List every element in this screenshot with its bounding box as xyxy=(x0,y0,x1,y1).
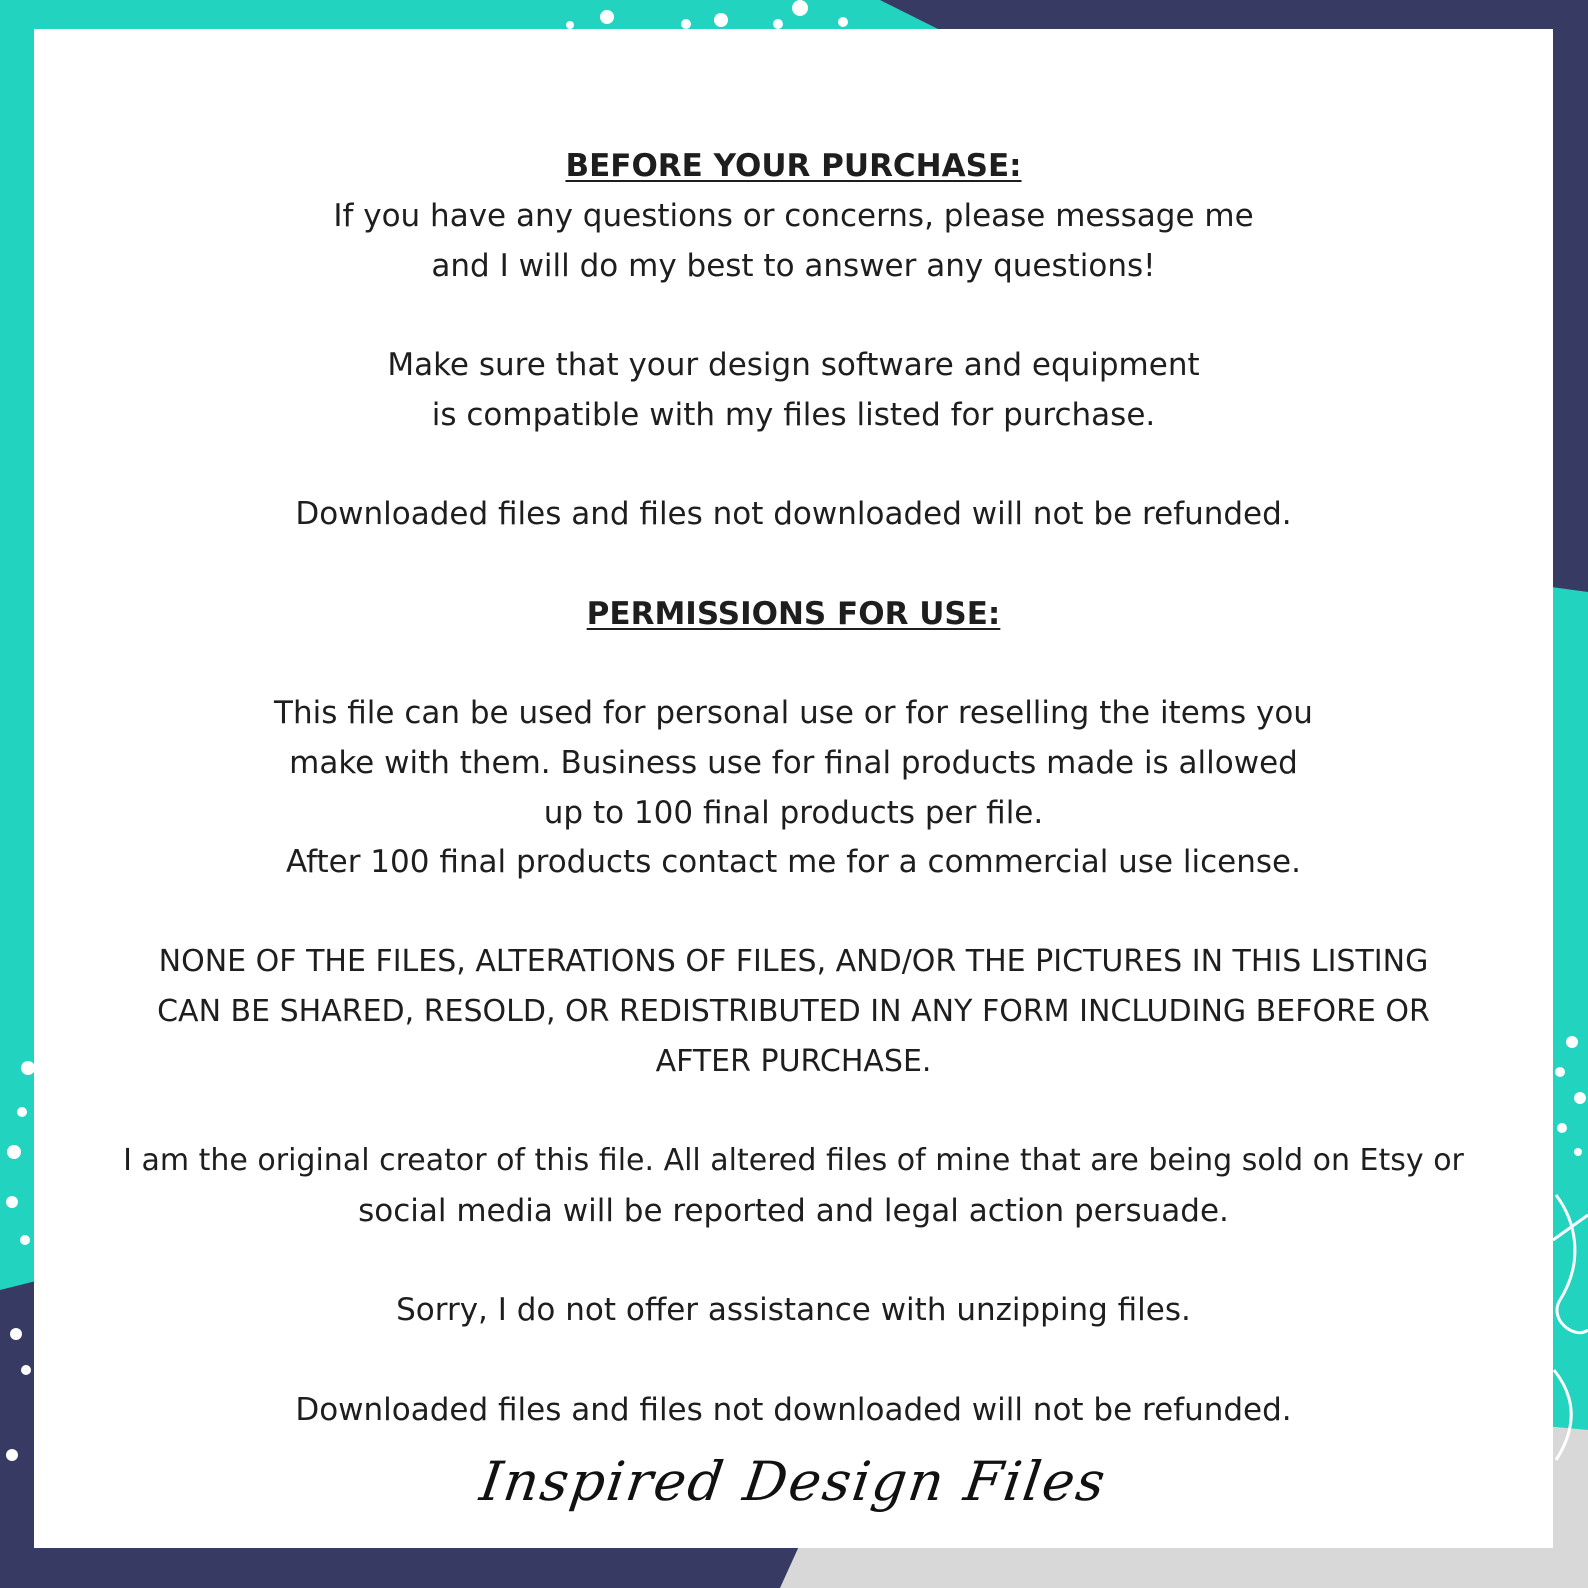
before-purchase-heading: BEFORE YOUR PURCHASE: xyxy=(565,148,1022,184)
permissions-line-9: social media will be reported and legal action persuade. xyxy=(358,1193,1229,1229)
before-line-4: is compatible with my files listed for purchase. xyxy=(431,397,1156,433)
info-card xyxy=(34,29,1553,1548)
permissions-line-8: I am the original creator of this file. All altered files of mine that are being sold on Etsy or xyxy=(123,1143,1464,1178)
permissions-line-1: This file can be used for personal use or for reselling the items you xyxy=(274,695,1313,731)
permissions-line-4: After 100 final products contact me for a commercial use license. xyxy=(286,844,1301,880)
permissions-heading: PERMISSIONS FOR USE: xyxy=(586,596,1001,632)
permissions-line-10: Sorry, I do not offer assistance with unzipping files. xyxy=(396,1292,1191,1328)
permissions-line-11: Downloaded files and files not downloaded will not be refunded. xyxy=(295,1392,1292,1428)
before-line-5: Downloaded files and files not downloaded will not be refunded. xyxy=(295,496,1292,532)
permissions-line-7: AFTER PURCHASE. xyxy=(655,1044,932,1079)
before-line-1: If you have any questions or concerns, please message me xyxy=(333,198,1254,234)
permissions-line-2: make with them. Business use for final products made is allowed xyxy=(289,745,1298,781)
permissions-line-3: up to 100 final products per file. xyxy=(543,795,1044,831)
signature: Inspired Design Files xyxy=(476,1450,1111,1513)
before-line-3: Make sure that your design software and equipment xyxy=(387,347,1200,383)
permissions-line-5: NONE OF THE FILES, ALTERATIONS OF FILES, AND/OR THE PICTURES IN THIS LISTING xyxy=(158,944,1429,979)
before-line-2: and I will do my best to answer any questions! xyxy=(431,248,1156,284)
permissions-line-6: CAN BE SHARED, RESOLD, OR REDISTRIBUTED IN ANY FORM INCLUDING BEFORE OR xyxy=(157,994,1430,1029)
